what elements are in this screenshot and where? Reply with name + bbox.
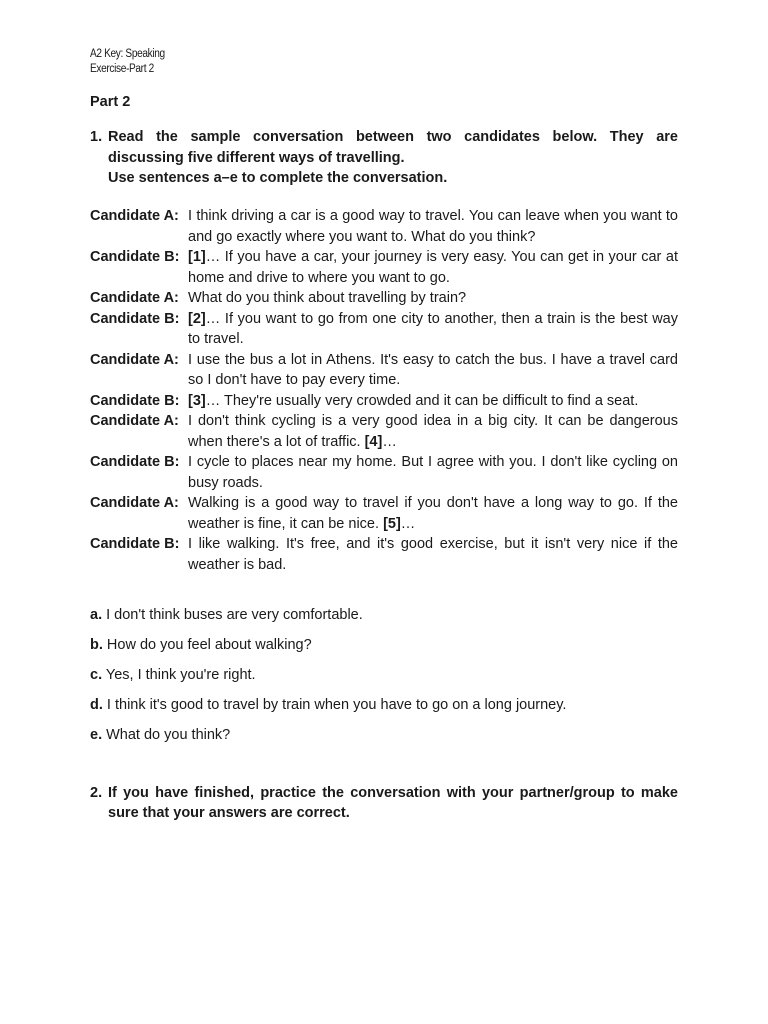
utterance bbox=[188, 350, 678, 391]
option-e bbox=[90, 725, 678, 755]
speaker-label: Candidate B: bbox=[90, 310, 180, 327]
speaker-label: Candidate A: bbox=[90, 413, 179, 429]
conversation bbox=[90, 206, 678, 575]
conversation-turn bbox=[90, 288, 678, 309]
utterance bbox=[188, 288, 678, 309]
speaker-label: Candidate B: bbox=[90, 392, 180, 409]
option-c bbox=[90, 665, 678, 695]
option-letter: b. bbox=[90, 637, 103, 653]
conversation-turn bbox=[90, 452, 678, 493]
gap-marker: [5] bbox=[383, 515, 401, 532]
gap-marker: [4] bbox=[364, 433, 383, 450]
document-header bbox=[90, 47, 165, 77]
speaker-label: Candidate A: bbox=[90, 351, 179, 368]
speaker-label: Candidate B: bbox=[90, 536, 180, 552]
option-text: What do you think? bbox=[102, 727, 231, 743]
speaker-label: Candidate B: bbox=[90, 249, 180, 265]
utterance bbox=[188, 411, 678, 452]
utterance-text: … If you want to go from one city to another, then a train is the best way to travel. bbox=[188, 310, 678, 347]
gap-marker: [1] bbox=[188, 249, 206, 265]
question-1 bbox=[90, 127, 678, 189]
utterance-text-before: Walking is a good way to travel if you don't have a long way to go. If the weather is fine, it can be nice. bbox=[188, 495, 678, 532]
utterance-text: I think driving a car is a good way to travel. You can leave when you want to and go exactly where you want to. What do you think? bbox=[188, 208, 678, 245]
option-letter: d. bbox=[90, 697, 103, 713]
utterance-text: I use the bus a lot in Athens. It's easy to catch the bus. I have a travel card so I don't have to pay every time. bbox=[188, 351, 678, 388]
conversation-turn bbox=[90, 534, 678, 575]
option-letter: e. bbox=[90, 727, 103, 743]
conversation-turn bbox=[90, 391, 678, 412]
option-b bbox=[90, 635, 678, 665]
utterance-text: … bbox=[400, 515, 416, 532]
option-text: I don't think buses are very comfortable. bbox=[102, 607, 363, 623]
utterance-text: I cycle to places near my home. But I agree with you. I don't like cycling on busy roads. bbox=[188, 454, 678, 491]
utterance bbox=[188, 534, 678, 575]
option-d bbox=[90, 695, 678, 725]
question-2-number: 2. bbox=[90, 785, 103, 801]
option-letter: a. bbox=[90, 607, 103, 623]
part-title: Part 2 bbox=[90, 94, 131, 110]
question-2-text: If you have finished, practice the conversation with your partner/group to make sure that your answers are correct. bbox=[108, 785, 678, 821]
utterance bbox=[188, 391, 678, 412]
option-text: How do you feel about walking? bbox=[102, 637, 312, 653]
utterance bbox=[188, 247, 678, 288]
conversation-turn bbox=[90, 493, 678, 534]
conversation-turn bbox=[90, 350, 678, 391]
utterance-text: What do you think about travelling by train? bbox=[188, 290, 467, 306]
speaker-label: Candidate B: bbox=[90, 454, 180, 470]
question-2 bbox=[90, 784, 678, 823]
utterance-text: … They're usually very crowded and it can be difficult to find a seat. bbox=[205, 392, 639, 409]
question-1-instruction: Use sentences a–e to complete the conversation. bbox=[108, 170, 448, 186]
conversation-turn bbox=[90, 411, 678, 452]
speaker-label: Candidate A: bbox=[90, 495, 179, 511]
option-text: I think it's good to travel by train when you have to go on a long journey. bbox=[102, 697, 567, 713]
gap-marker: [3] bbox=[188, 392, 206, 409]
utterance-text: … bbox=[382, 433, 397, 450]
utterance bbox=[188, 206, 678, 247]
speaker-label: Candidate A: bbox=[90, 208, 179, 224]
utterance bbox=[188, 452, 678, 493]
option-text: Yes, I think you're right. bbox=[102, 667, 256, 683]
question-1-text: Read the sample conversation between two candidates below. They are discussing five different ways of travelling. bbox=[108, 129, 678, 166]
conversation-turn bbox=[90, 247, 678, 288]
utterance-text: … If you have a car, your journey is very easy. You can get in your car at home and drive to where you want to go. bbox=[188, 249, 678, 286]
utterance-text: I like walking. It's free, and it's good exercise, but it isn't very nice if the weather is bad. bbox=[188, 536, 678, 573]
header-title: A2 Key: Speaking bbox=[90, 48, 165, 60]
option-letter: c. bbox=[90, 667, 103, 683]
utterance-text-before: I don't think cycling is a very good idea in a big city. It can be dangerous when there's a lot of traffic. bbox=[188, 413, 678, 450]
speaker-label: Candidate A: bbox=[90, 290, 179, 306]
header-subtitle: Exercise-Part 2 bbox=[90, 63, 154, 75]
gap-marker: [2] bbox=[188, 310, 206, 327]
conversation-turn bbox=[90, 206, 678, 247]
answer-options bbox=[90, 605, 678, 755]
utterance bbox=[188, 493, 678, 534]
question-1-number: 1. bbox=[90, 129, 103, 145]
option-a bbox=[90, 605, 678, 635]
conversation-turn bbox=[90, 309, 678, 350]
utterance bbox=[188, 309, 678, 350]
